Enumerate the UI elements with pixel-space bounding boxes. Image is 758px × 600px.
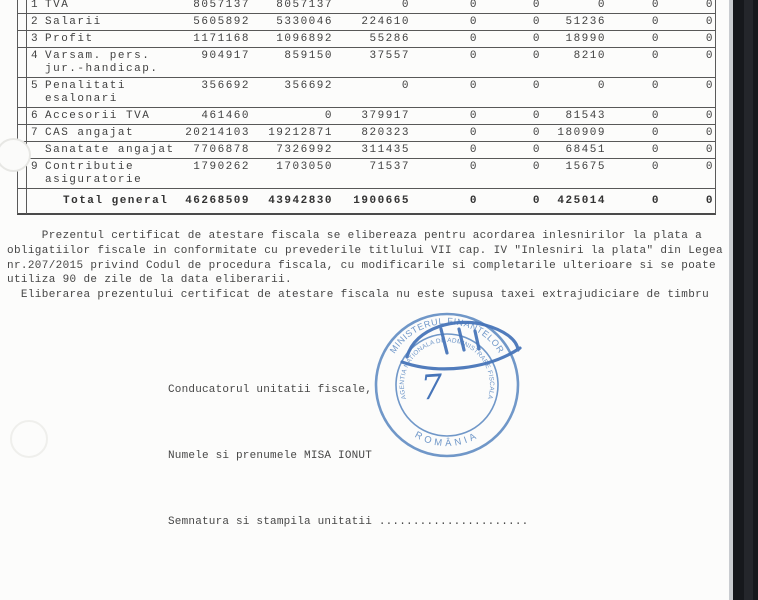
row-value-5: 0 — [532, 144, 541, 156]
row-value-3: 820323 — [361, 127, 410, 139]
row-value-8: 0 — [705, 50, 714, 62]
table-row — [18, 31, 715, 48]
row-number: 6 — [31, 110, 40, 122]
row-value-6: 68451 — [565, 144, 606, 156]
row-value-6: 0 — [597, 80, 606, 92]
row-value-5: 0 — [532, 195, 541, 207]
row-value-6: 0 — [597, 0, 606, 11]
row-value-4: 0 — [469, 50, 478, 62]
row-label: CAS angajat — [45, 127, 135, 139]
row-number: 4 — [31, 50, 40, 62]
row-value-2: 43942830 — [268, 195, 333, 207]
table-row — [18, 189, 715, 213]
row-value-8: 0 — [705, 16, 714, 28]
row-value-8: 0 — [705, 127, 714, 139]
row-value-7: 0 — [651, 161, 660, 173]
row-value-3: 379917 — [361, 110, 410, 122]
row-value-4: 0 — [469, 0, 478, 11]
row-value-3: 0 — [401, 0, 410, 11]
row-value-3: 71537 — [369, 161, 410, 173]
row-value-7: 0 — [651, 110, 660, 122]
table-row — [18, 14, 715, 31]
row-value-8: 0 — [705, 80, 714, 92]
signature-line-role: Conducatorul unitatii fiscale, — [168, 384, 373, 396]
row-number: 3 — [31, 33, 40, 45]
row-value-5: 0 — [532, 0, 541, 11]
row-value-6: 81543 — [565, 110, 606, 122]
row-value-1: 7706878 — [193, 144, 250, 156]
row-value-6: 15675 — [565, 161, 606, 173]
row-value-5: 0 — [532, 50, 541, 62]
row-label: Contributie asiguratorie — [45, 161, 143, 186]
row-value-4: 0 — [469, 16, 478, 28]
scanner-background-strip-inner — [744, 0, 753, 600]
row-value-8: 0 — [705, 0, 714, 11]
table-row — [18, 0, 715, 14]
row-value-7: 0 — [651, 195, 660, 207]
body-text-line: Eliberarea prezentului certificat de atestare fiscala nu este supusa taxei extrajudiciare de timbru — [7, 289, 710, 302]
body-text-line: Prezentul certificat de atestare fiscala se elibereaza pentru acordarea inlesnirilor la plata a — [7, 230, 703, 242]
body-text-line: utiliza 90 de zile de la data eliberarii. — [7, 274, 292, 287]
row-value-5: 0 — [532, 16, 541, 28]
row-value-8: 0 — [705, 144, 714, 156]
row-value-1: 5605892 — [193, 16, 250, 28]
row-value-6: 18990 — [565, 33, 606, 45]
table-row — [18, 78, 715, 108]
row-value-3: 311435 — [361, 144, 410, 156]
row-value-5: 0 — [532, 33, 541, 45]
row-label: Profit — [45, 33, 94, 45]
row-value-4: 0 — [469, 161, 478, 173]
row-value-2: 8057137 — [276, 0, 333, 11]
row-value-1: 904917 — [201, 50, 250, 62]
row-value-2: 19212871 — [268, 127, 333, 139]
row-value-1: 1790262 — [193, 161, 250, 173]
row-value-8: 0 — [705, 33, 714, 45]
stamp-text-romania: ROMÂNIA — [412, 429, 482, 450]
row-label: Penalitati esalonari — [45, 80, 127, 105]
row-value-6: 8210 — [573, 50, 606, 62]
row-value-1: 461460 — [201, 110, 250, 122]
row-value-7: 0 — [651, 50, 660, 62]
row-value-6: 180909 — [557, 127, 606, 139]
row-value-7: 0 — [651, 127, 660, 139]
row-value-8: 0 — [705, 195, 714, 207]
body-text-line: obligatiilor fiscale in conformitate cu prevederile titlului VII cap. IV "Inlesniri la plata" din Legea — [7, 244, 723, 257]
scan-artifact-circle — [10, 420, 48, 458]
signature-line-stamp: Semnatura si stampila unitatii ...................... — [168, 516, 529, 528]
row-value-7: 0 — [651, 144, 660, 156]
row-value-3: 224610 — [361, 16, 410, 28]
stamp-outer-circle — [376, 314, 518, 456]
row-value-6: 425014 — [557, 195, 606, 207]
body-text-line: nr.207/2015 privind Codul de procedura fiscala, cu modificarile si completarile ulterioare si se poate — [7, 259, 717, 272]
table-row — [18, 159, 715, 189]
row-value-7: 0 — [651, 0, 660, 11]
row-number: 2 — [31, 16, 40, 28]
row-value-1: 1171168 — [193, 33, 250, 45]
row-label: Sanatate angajat — [45, 144, 175, 156]
row-value-5: 0 — [532, 80, 541, 92]
row-value-2: 5330046 — [276, 16, 333, 28]
row-value-4: 0 — [469, 195, 478, 207]
row-value-2: 1703050 — [276, 161, 333, 173]
tax-table — [17, 0, 716, 215]
table-row — [18, 142, 715, 159]
row-value-4: 0 — [469, 110, 478, 122]
row-value-1: 46268509 — [185, 195, 250, 207]
row-number: 9 — [31, 161, 40, 173]
row-label: Varsam. pers. jur.-handicap. — [45, 50, 159, 75]
row-value-6: 51236 — [565, 16, 606, 28]
body-text — [7, 229, 741, 303]
row-number: 1 — [31, 0, 40, 11]
row-value-2: 0 — [324, 110, 333, 122]
row-value-5: 0 — [532, 127, 541, 139]
row-value-4: 0 — [469, 144, 478, 156]
round-stamp — [371, 311, 523, 459]
row-value-1: 8057137 — [193, 0, 250, 11]
row-label: Accesorii TVA — [45, 110, 151, 122]
row-value-4: 0 — [469, 127, 478, 139]
row-value-5: 0 — [532, 110, 541, 122]
table-row — [18, 48, 715, 78]
signature-line-name: Numele si prenumele MISA IONUT — [168, 450, 373, 462]
row-value-5: 0 — [532, 161, 541, 173]
stamp-text-agency: AGENTIA NATIONALA DE ADMINISTRARE FISCALA — [398, 337, 496, 401]
row-value-3: 55286 — [369, 33, 410, 45]
table-left-inner-border — [26, 0, 27, 214]
row-value-3: 37557 — [369, 50, 410, 62]
row-value-8: 0 — [705, 161, 714, 173]
row-value-1: 356692 — [201, 80, 250, 92]
row-value-3: 1900665 — [353, 195, 410, 207]
row-value-4: 0 — [469, 33, 478, 45]
table-row — [18, 108, 715, 125]
row-value-7: 0 — [651, 33, 660, 45]
row-value-3: 0 — [401, 80, 410, 92]
row-value-1: 20214103 — [185, 127, 250, 139]
row-label: Salarii — [45, 16, 102, 28]
row-value-4: 0 — [469, 80, 478, 92]
row-label: TVA — [45, 0, 70, 11]
stamp-numeral: 7 — [419, 367, 445, 409]
row-value-2: 7326992 — [276, 144, 333, 156]
row-value-2: 859150 — [284, 50, 333, 62]
table-row — [18, 125, 715, 142]
row-value-7: 0 — [651, 16, 660, 28]
stamp-text-ministry: MINISTERUL FINANTELOR — [387, 315, 507, 356]
row-value-2: 356692 — [284, 80, 333, 92]
row-number: 7 — [31, 127, 40, 139]
row-value-2: 1096892 — [276, 33, 333, 45]
row-number: 5 — [31, 80, 40, 92]
row-value-8: 0 — [705, 110, 714, 122]
row-value-7: 0 — [651, 80, 660, 92]
row-label: Total general — [63, 195, 169, 207]
